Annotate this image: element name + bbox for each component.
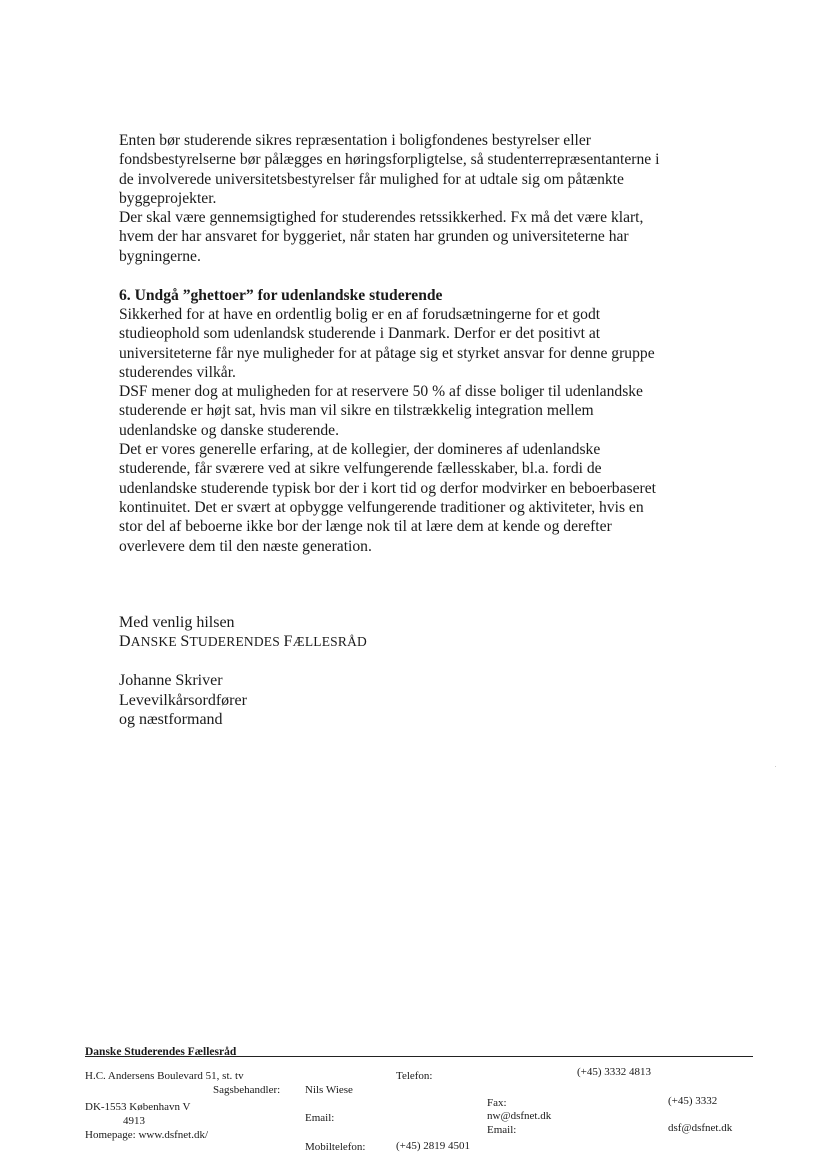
footer-sagsbehandler-name: Nils Wiese — [305, 1084, 353, 1096]
text-line: DSF mener dog at muligheden for at reservere 50 % af disse boliger til udenlandske — [119, 383, 643, 401]
text-line: Sikkerhed for at have en ordentlig bolig er en af forudsætningerne for et godt — [119, 306, 601, 323]
closing-organization — [119, 632, 367, 652]
paragraph-transparency — [119, 208, 719, 266]
signer-title: Levevilkårsordfører — [119, 691, 247, 709]
text-line: hvem der har ansvaret for byggeriet, når staten har grunden og universiteterne har — [119, 228, 629, 246]
text-line: studerende, får sværere ved at sikre velfungerende fællesskaber, bl.a. fordi de — [119, 460, 602, 478]
org-part: ÆLLESRÅD — [292, 634, 367, 649]
footer-dsf-email: dsf@dsfnet.dk — [668, 1122, 733, 1134]
text-line: fondsbestyrelserne bør pålægges en høringsforpligtelse, så studenterrepræsentanterne i — [119, 151, 660, 169]
text-line: udenlandske studerende typisk bor der i kort tid og derfor modvirker en beboerbaseret — [119, 479, 656, 497]
text-line: studerende er højt sat, hvis man vil sikre en tilstrækkelig integration mellem — [119, 402, 594, 420]
section-6-body — [119, 305, 719, 556]
footer-nw-email: nw@dsfnet.dk — [487, 1110, 552, 1122]
text-line: kontinuitet. Det er svært at opbygge velfungerende traditioner og aktiviteter, hvis en — [119, 498, 644, 516]
footer-mobil-label: Mobiltelefon: — [305, 1141, 366, 1153]
footer-address-line2: DK-1553 København V — [85, 1101, 191, 1113]
footer-fax-value: (+45) 3332 — [668, 1095, 718, 1107]
text-line: udenlandske og danske studerende. — [119, 421, 339, 439]
footer-address-line1: H.C. Andersens Boulevard 51, st. tv — [85, 1070, 244, 1082]
signature-block — [119, 671, 247, 730]
footer-mobil-value: (+45) 2819 4501 — [396, 1140, 471, 1152]
scan-speck — [775, 766, 776, 767]
text-line: Der skal være gennemsigtighed for studerendes retssikkerhed. Fx må det være klart, — [119, 209, 644, 226]
footer-fax-label: Fax: — [487, 1097, 507, 1109]
org-initial: F — [283, 633, 293, 650]
footer-email-label: Email: — [305, 1112, 335, 1124]
text-line: studieophold som udenlandsk studerende i Danmark. Derfor er det positivt at — [119, 325, 601, 343]
text-line: de involverede universitetsbestyrelser får mulighed for at udtale sig om påtænkte — [119, 170, 624, 188]
text-line: Enten bør studerende sikres repræsentation i boligfondenes bestyrelser eller — [119, 132, 592, 149]
text-line: Det er vores generelle erfaring, at de kollegier, der domineres af udenlandske — [119, 441, 601, 459]
text-line: studerendes vilkår. — [119, 363, 236, 381]
signer-name: Johanne Skriver — [119, 672, 223, 689]
footer-code: 4913 — [123, 1115, 145, 1127]
text-line: bygningerne. — [119, 247, 201, 265]
closing-greeting: Med venlig hilsen — [119, 614, 235, 631]
paragraph-representation — [119, 131, 719, 208]
footer-divider — [85, 1056, 753, 1057]
footer-sagsbehandler-label: Sagsbehandler: — [213, 1084, 281, 1096]
footer-title: Danske Studerendes Fællesråd — [85, 1046, 237, 1058]
footer-telefon-label: Telefon: — [396, 1070, 433, 1082]
text-line: overlevere dem til den næste generation. — [119, 537, 372, 555]
signer-title: og næstformand — [119, 711, 223, 728]
footer-telefon-value: (+45) 3332 4813 — [577, 1066, 652, 1078]
section-6-heading: 6. Undgå ”ghettoer” for udenlandske studerende — [119, 287, 443, 304]
org-part: ANSKE — [130, 634, 181, 649]
footer-homepage: Homepage: www.dsfnet.dk/ — [85, 1129, 209, 1141]
text-line: byggeprojekter. — [119, 189, 217, 207]
text-line: universiteterne får nye muligheder for at påtage sig et styrket ansvar for denne gruppe — [119, 344, 655, 362]
text-line: stor del af beboerne ikke bor der længe nok til at lære dem at kende og derefter — [119, 518, 612, 536]
org-initial: S — [180, 633, 190, 650]
org-part: TUDERENDES — [189, 634, 284, 649]
footer-email2-label: Email: — [487, 1124, 517, 1136]
org-initial: D — [119, 633, 131, 650]
